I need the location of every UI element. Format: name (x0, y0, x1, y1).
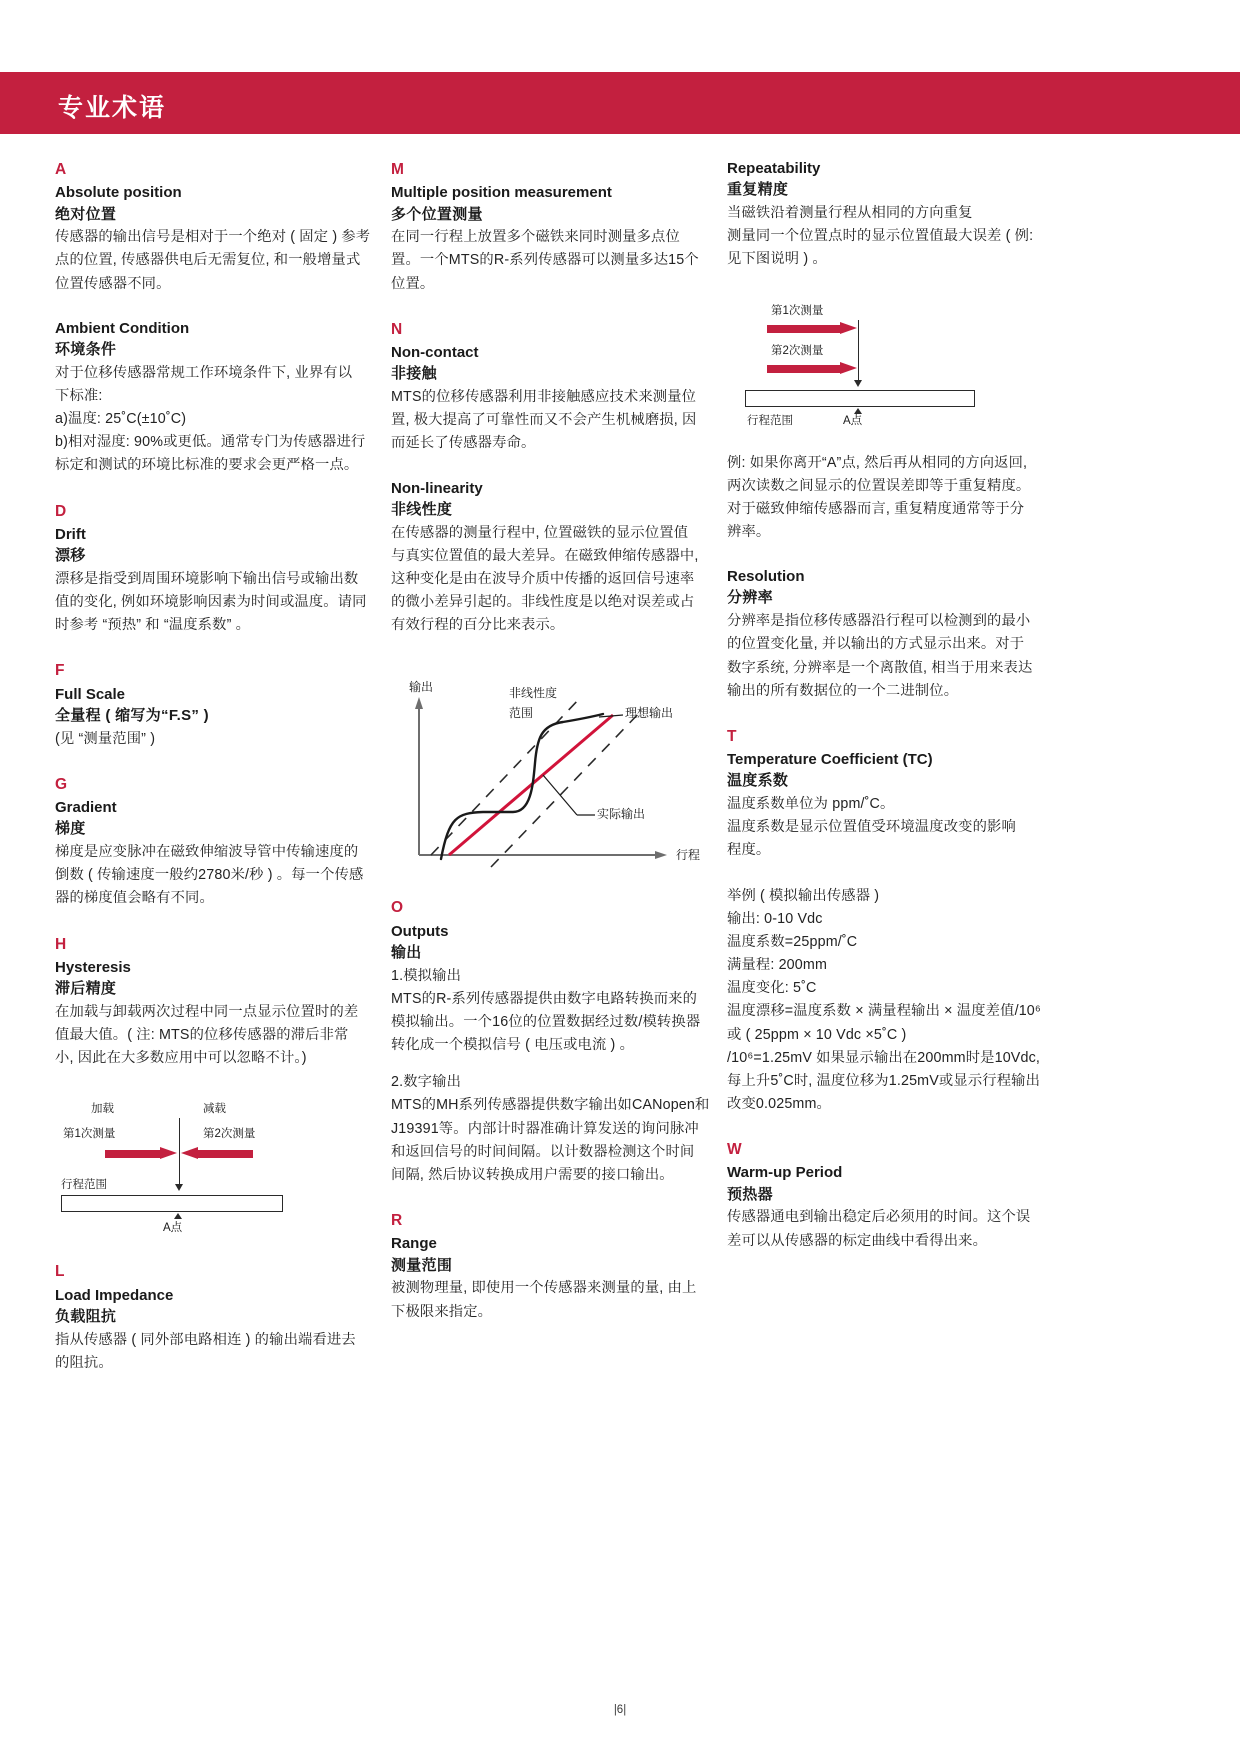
term-cn-hysteresis: 滞后精度 (55, 980, 117, 998)
term-en-outputs: Outputs (391, 922, 449, 940)
body-full-scale: (见 “测量范围” ) (55, 730, 156, 747)
chart-annotation-ideal-output: 理想输出 (625, 706, 674, 721)
term-en-warm-up: Warm-up Period (727, 1164, 843, 1182)
red-arrow-right-icon-1 (767, 322, 857, 335)
body-multiple-position: 在同一行程上放置多个磁铁来同时测量多点位 置。一个MTS的R-系列传感器可以测量多达15个 位置。 (391, 229, 699, 292)
label-loading: 加载 (91, 1103, 114, 1116)
term-cn-resolution: 分辨率 (727, 589, 773, 607)
body-absolute-position: 传感器的输出信号是相对于一个绝对 ( 固定 ) 参考 点的位置, 传感器供电后无需复位, 和一般增量式 位置传感器不同。 (55, 229, 371, 292)
content-columns (0, 158, 1240, 1375)
chart-annotation-range: 范围 (509, 706, 534, 721)
stroke-range-bar (61, 1195, 283, 1212)
body-drift: 漂移是指受到周围环境影响下输出信号或输出数 值的变化, 例如环境影响因素为时间或温度。请同 时参考 “预热” 和 “温度系数” 。 (55, 570, 367, 634)
term-en-drift: Drift (55, 525, 86, 543)
term-en-non-contact: Non-contact (391, 344, 479, 362)
body-hysteresis: 在加载与卸载两次过程中同一点显示位置时的差 值最大值。( 注: MTS的位移传感器的滞后非常 小, 因此在大多数应用中可以忽略不计。) (55, 1003, 359, 1067)
term-en-range: Range (391, 1235, 437, 1253)
body-non-contact: MTS的位移传感器利用非接触感应技术来测量位 置, 极大提高了可靠性而又不会产生机械磨损, 因 而延长了传感器寿命。 (391, 389, 697, 452)
section-letter-h: H (55, 935, 67, 953)
center-arrow-head-icon (175, 1184, 183, 1191)
center-arrow-head-icon (854, 380, 862, 387)
label-stroke-range: 行程范围 (747, 414, 793, 427)
section-letter-m: M (391, 161, 404, 178)
repeatability-diagram (727, 302, 1037, 427)
term-en-gradient: Gradient (55, 799, 117, 817)
section-letter-r: R (391, 1212, 403, 1230)
body-gradient: 梯度是应变脉冲在磁致伸缩波导管中传输速度的 倒数 ( 传输速度一般约2780米/秒 ) 。每一个传感 器的梯度值会略有不同。 (55, 844, 364, 907)
term-cn-outputs: 输出 (391, 943, 422, 961)
chart-xlabel: 行程 (676, 848, 701, 863)
red-arrow-right-icon (105, 1147, 177, 1160)
chart-annotation-nonlinearity: 非线性度 (509, 686, 558, 701)
body-warm-up: 传感器通电到输出稳定后必须用的时间。这个误 差可以从传感器的标定曲线中看得出来。 (727, 1209, 1031, 1249)
page-number: |6| (613, 1704, 627, 1716)
term-cn-gradient: 梯度 (55, 820, 86, 838)
term-en-resolution: Resolution (727, 568, 805, 586)
hysteresis-diagram (55, 1100, 355, 1235)
body-load-impedance: 指从传感器 ( 同外部电路相连 ) 的输出端看进去 的阻抗。 (55, 1331, 356, 1371)
term-cn-warm-up: 预热器 (727, 1185, 773, 1203)
section-letter-t: T (727, 727, 737, 745)
body-ambient-condition: 对于位移传感器常规工作环境条件下, 业界有以 下标准: a)温度: 25˚C(±10˚C) b)相对湿度: 90%或更低。通常专门为传感器进行 标定和测试的环境比标准的要求会更严格一点。 (55, 364, 366, 474)
non-linearity-chart (391, 667, 711, 882)
red-arrow-left-icon (181, 1147, 253, 1160)
body-repeatability-note: 例: 如果你离开“A”点, 然后再从相同的方向返回, 两次读数之间显示的位置误差即等于重复精度。 对于磁致伸缩传感器而言, 重复精度通常等于分 辨率。 (727, 454, 1031, 540)
term-en-hysteresis: Hysteresis (55, 958, 131, 976)
body-repeatability: 当磁铁沿着测量行程从相同的方向重复 测量同一个位置点时的显示位置值最大误差 ( 例: 见下图说明 ) 。 (727, 205, 1034, 268)
term-en-full-scale: Full Scale (55, 685, 126, 703)
section-letter-n: N (391, 320, 403, 338)
body-non-linearity: 在传感器的测量行程中, 位置磁铁的显示位置值 与真实位置值的最大差异。在磁致伸缩传感器中, 这种变化是由在波导介质中传播的返回信号速率 的微小差异引起的。非线性度是以绝对误差或占 有效行程的百分比来表示。 (391, 524, 699, 634)
column-2 (391, 158, 727, 1375)
header-banner (0, 72, 1240, 134)
section-letter-g: G (55, 775, 68, 793)
term-cn-non-linearity: 非线性度 (391, 500, 453, 518)
section-letter-a: A (55, 161, 67, 178)
term-cn-temperature-coefficient: 温度系数 (727, 772, 789, 790)
label-measurement-1: 第1次测量 (63, 1128, 116, 1141)
term-cn-ambient-condition: 环境条件 (55, 341, 117, 359)
section-letter-l: L (55, 1263, 65, 1281)
red-arrow-right-icon-2 (767, 362, 857, 375)
body-temperature-coefficient-example: 举例 ( 模拟输出传感器 ) 输出: 0-10 Vdc 温度系数=25ppm/˚C 满量程: 200mm 温度变化: 5˚C 温度漂移=温度系数 × 满量程输出 × 温度差值/10⁶ 或 ( 25ppm × 10 Vdc ×5˚C ) /10⁶=1.25mV 如果显示输出在200mm时是10Vdc, 每上升5˚C时, 温度位移为1.25mV或显示行程输出 改变0.025mm。 (727, 887, 1041, 1112)
term-cn-repeatability: 重复精度 (727, 181, 789, 199)
stroke-range-bar (745, 390, 975, 407)
body-resolution: 分辨率是指位移传感器沿行程可以检测到的最小 的位置变化量, 并以输出的方式显示出来。对于 数字系统, 分辨率是一个离散值, 相当于用来表达 输出的所有数据位的一个二进制位。 (727, 613, 1033, 699)
term-en-ambient-condition: Ambient Condition (55, 319, 190, 337)
column-1 (55, 158, 391, 1375)
page-title: 专业术语 (58, 94, 167, 122)
term-cn-non-contact: 非接触 (391, 365, 437, 383)
section-letter-w: W (727, 1141, 742, 1159)
term-cn-full-scale: 全量程 ( 缩写为“F.S” ) (55, 706, 209, 724)
term-en-multiple-position: Multiple position measurement (391, 184, 612, 202)
column-3 (727, 158, 1063, 1375)
term-cn-absolute-position: 绝对位置 (55, 205, 117, 223)
section-letter-o: O (391, 899, 404, 917)
label-measurement-2: 第2次测量 (771, 344, 824, 357)
body-temperature-coefficient: 温度系数单位为 ppm/˚C。 温度系数是显示位置值受环境温度改变的影响 程度。 (727, 796, 1016, 859)
term-cn-load-impedance: 负载阻抗 (55, 1307, 117, 1325)
label-point-a: A点 (163, 1222, 183, 1235)
center-reference-line (858, 320, 859, 384)
label-unloading: 减载 (203, 1103, 226, 1116)
chart-annotation-actual-output: 实际输出 (597, 807, 646, 822)
label-measurement-2: 第2次测量 (203, 1128, 256, 1141)
term-en-absolute-position: Absolute position (55, 184, 182, 202)
term-en-non-linearity: Non-linearity (391, 479, 483, 497)
term-en-repeatability: Repeatability (727, 160, 821, 177)
term-cn-multiple-position: 多个位置测量 (391, 205, 483, 223)
body-outputs-analog: 1.模拟输出 MTS的R-系列传感器提供由数字电路转换而来的 模拟输出。一个16位的位置数据经过数/模转换器 转化成一个模拟信号 ( 电压或电流 ) 。 (391, 967, 701, 1054)
body-range: 被测物理量, 即使用一个传感器来测量的量, 由上 下极限来指定。 (391, 1280, 697, 1320)
term-en-load-impedance: Load Impedance (55, 1286, 174, 1304)
term-cn-range: 测量范围 (391, 1256, 453, 1274)
label-measurement-1: 第1次测量 (771, 304, 824, 317)
chart-ylabel: 输出 (409, 680, 434, 695)
term-en-temperature-coefficient: Temperature Coefficient (TC) (727, 751, 933, 769)
term-cn-drift: 漂移 (55, 547, 86, 565)
label-stroke-range: 行程范围 (61, 1179, 107, 1192)
section-letter-d: D (55, 502, 67, 520)
body-outputs-digital: 2.数字输出 MTS的MH系列传感器提供数字输出如CANopen和 J19391等。内部计时器准确计算发送的询问脉冲 和返回信号的时间间隔。以计数器检测这个时间 间隔, 然后协议转换成用户需要的接口输出。 (391, 1074, 710, 1183)
section-letter-f: F (55, 662, 65, 680)
label-point-a: A点 (843, 414, 863, 427)
